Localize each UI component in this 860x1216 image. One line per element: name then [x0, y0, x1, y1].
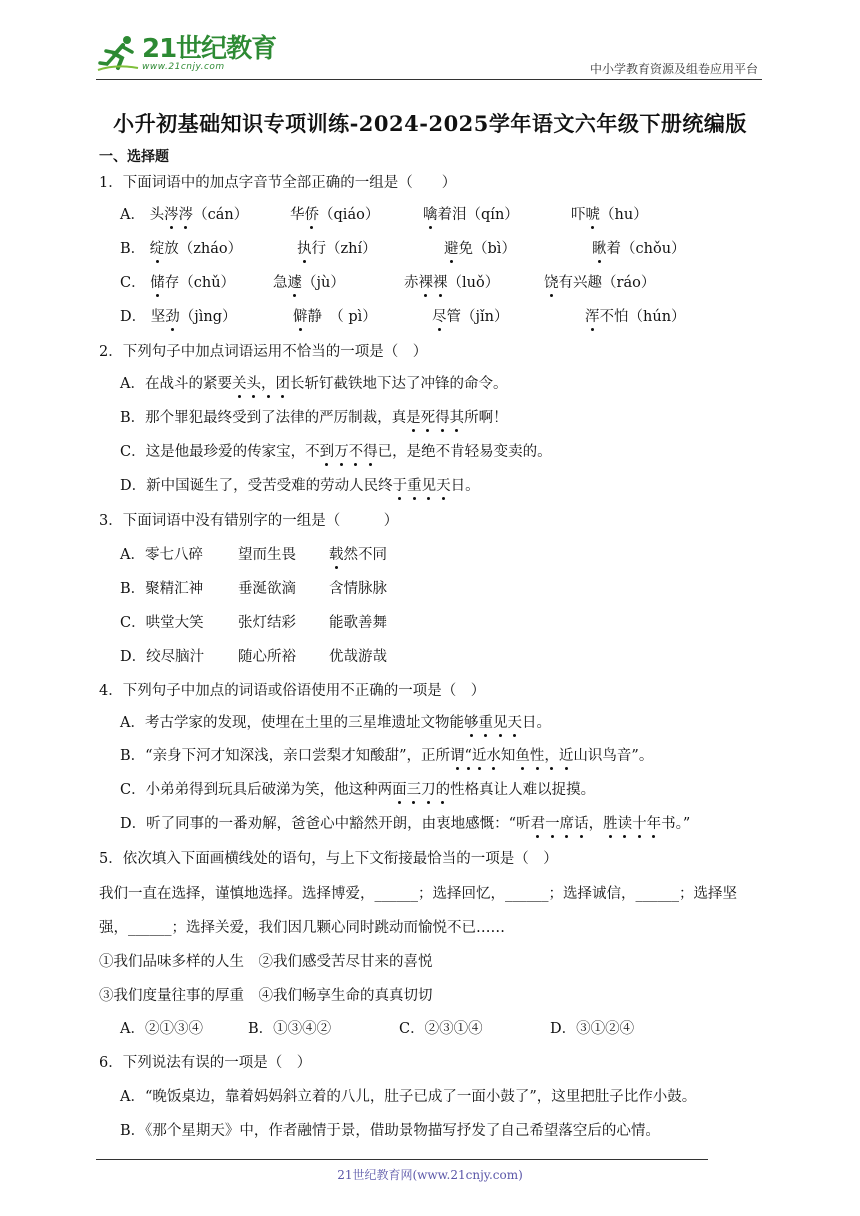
emphasis-char: 见: [492, 715, 508, 731]
emphasis-char: 近: [471, 748, 487, 764]
question-3-option-d[interactable]: [120, 647, 204, 667]
emphasis-char: 唬: [585, 207, 600, 223]
footer-divider: [96, 1159, 708, 1160]
emphasis-char: 面: [392, 782, 407, 798]
question-3-option-c-word-3: 能歌善舞: [329, 615, 387, 631]
question-1-option-b-word-3: 避免（bì）: [444, 241, 516, 257]
question-4-option-b[interactable]: B．“亲身下河才知深浅，亲口尝梨才知酸甜”，正所谓“近水知鱼性，近山识鸟音”。: [120, 748, 654, 764]
emphasis-char: 胜: [603, 816, 618, 832]
question-1-option-d-word-4: 浑不怕（hún）: [585, 309, 686, 325]
emphasis-char: 储: [150, 275, 165, 291]
question-6-option-b[interactable]: B．《那个星期天》中，作者融情于景，借助景物描写抒发了自己希望落空后的心情。: [120, 1123, 660, 1139]
question-1-option-d[interactable]: [120, 307, 237, 327]
emphasis-char: 席: [559, 816, 575, 832]
question-5-option-c[interactable]: C．②③①④: [399, 1021, 483, 1037]
emphasis-char: 话: [574, 816, 589, 832]
footer-text: 21世纪教育网(www.21cnjy.com): [337, 1168, 523, 1182]
question-3-stem: 3．下面词语中没有错别字的一组是（ ）: [99, 513, 399, 529]
emphasis-char: 十: [632, 816, 647, 832]
platform-name: 中小学教育资源及组卷应用平台: [589, 62, 758, 76]
logo-title: 21世纪教育: [142, 34, 277, 64]
emphasis-char: 年: [646, 816, 662, 832]
question-5-stem: 5．依次填入下面画横线处的语句，与上下文衔接最恰当的一项是（ ）: [99, 851, 558, 867]
question-1-option-c[interactable]: [120, 273, 235, 293]
question-6-option-a[interactable]: A．“晚饭桌边，靠着妈妈斜立着的八儿，肚子已成了一面小鼓了”，这里把肚子比作小鼓。: [120, 1089, 697, 1105]
emphasis-char: 绽: [149, 241, 165, 257]
emphasis-char: 性: [529, 748, 545, 764]
emphasis-char: 裸: [418, 275, 433, 291]
question-1-option-a-word-3: 噙着泪（qín）: [423, 207, 519, 223]
option-word-1: 绞尽脑汁: [146, 649, 205, 665]
option-label: D．: [120, 649, 147, 665]
option-word-1: 头涔涔（cán）: [149, 207, 249, 223]
site-logo[interactable]: [96, 34, 276, 74]
question-4-option-a[interactable]: A．考古学家的发现，使埋在土里的三星堆遗址文物能够重见天日。: [120, 715, 551, 731]
emphasis-char: 关: [231, 376, 247, 392]
question-1-option-b[interactable]: [120, 239, 242, 259]
emphasis-char: 团: [275, 376, 290, 392]
option-label: C．: [120, 275, 146, 291]
emphasis-char: “: [464, 748, 472, 764]
emphasis-char: 的: [435, 782, 451, 798]
emphasis-char: 涔: [178, 207, 194, 223]
emphasis-char: 天: [507, 715, 522, 731]
emphasis-char: 到: [319, 444, 335, 460]
option-word-1: 坚劲（jìng）: [150, 309, 237, 325]
emphasis-char: 瞅: [592, 241, 607, 257]
option-word-1: 聚精汇神: [145, 581, 204, 597]
section-heading: 一、选择题: [99, 149, 169, 165]
emphasis-char: 饶: [544, 275, 559, 291]
emphasis-char: 水: [486, 748, 501, 764]
question-3-option-c-word-2: 张灯结彩: [238, 615, 296, 631]
question-5-passage-line-1: 我们一直在选择，谨慎地选择。选择博爱，______；选择回忆，______；选择诚信，______；选择坚: [99, 886, 737, 902]
emphasis-char: 浑: [585, 309, 600, 325]
runner-logo-icon: [96, 34, 140, 74]
option-label: B．: [120, 581, 146, 597]
question-4-option-d[interactable]: D．听了同事的一番劝解，爸爸心中豁然开朗，由衷地感慨：“听君一席话，胜读十年书。”: [120, 816, 691, 832]
question-3-option-a[interactable]: [120, 545, 203, 565]
emphasis-char: 得: [363, 444, 378, 460]
emphasis-char: 僻: [293, 309, 308, 325]
emphasis-char: 够: [463, 715, 479, 731]
option-label: B．: [120, 241, 146, 257]
option-word-1: 储存（chǔ）: [150, 275, 236, 291]
emphasis-char: 载: [329, 547, 344, 563]
question-3-option-d-word-2: 随心所裕: [238, 649, 296, 665]
question-2-option-c[interactable]: C．这是他最珍爱的传家宝，不到万不得已，是绝不肯轻易变卖的。: [120, 444, 552, 460]
emphasis-char: ，: [260, 376, 276, 392]
question-1-option-c-word-2: 急遽（jù）: [273, 275, 345, 291]
emphasis-char: 谓: [450, 748, 465, 764]
option-label: D．: [120, 309, 147, 325]
question-2-stem: 2．下列句子中加点词语运用不恰当的一项是（ ）: [99, 344, 428, 360]
emphasis-char: 重: [407, 478, 422, 494]
question-5-option-d[interactable]: D．③①②④: [550, 1021, 635, 1037]
question-1-option-b-word-2: 执行（zhí）: [297, 241, 377, 257]
emphasis-char: 一: [545, 816, 560, 832]
question-1-option-d-word-3: 尽管（jǐn）: [432, 309, 509, 325]
emphasis-char: 遽: [287, 275, 302, 291]
question-1-option-c-word-3: 赤裸裸（luǒ）: [404, 275, 500, 291]
emphasis-char: 死: [420, 410, 436, 426]
emphasis-char: 尽: [432, 309, 447, 325]
emphasis-char: 是: [406, 410, 421, 426]
option-word-1: 零七八碎: [144, 547, 203, 563]
question-5-items-line-1: ①我们品味多样的人生 ②我们感受苦尽甘来的喜悦: [99, 954, 433, 970]
emphasis-char: 噙: [423, 207, 438, 223]
question-3-option-b-word-3: 含情脉脉: [329, 581, 387, 597]
question-4-option-c[interactable]: C．小弟弟得到玩具后破涕为笑，他这种两面三刀的性格真让人难以捉摸。: [120, 782, 596, 798]
header-divider: [96, 79, 762, 80]
option-label: A．: [120, 207, 145, 223]
emphasis-char: 三: [406, 782, 422, 798]
question-3-option-b-word-2: 垂涎欲滴: [238, 581, 296, 597]
emphasis-char: 见: [421, 478, 437, 494]
emphasis-char: 执: [297, 241, 312, 257]
logo-url: www.21cnjy.com: [142, 62, 225, 72]
page-header: [96, 30, 762, 80]
emphasis-char: 万: [334, 444, 349, 460]
question-2-option-b[interactable]: B．那个罪犯最终受到了法律的严厉制裁，真是死得其所啊！: [120, 410, 508, 426]
emphasis-char: 其: [449, 410, 465, 426]
option-label: C．: [120, 615, 146, 631]
emphasis-char: 侨: [304, 207, 319, 223]
question-1-option-a[interactable]: [120, 205, 248, 225]
question-5-option-b[interactable]: B．①③④②: [248, 1021, 332, 1037]
emphasis-char: 天: [436, 478, 451, 494]
emphasis-char: 刀: [421, 782, 436, 798]
emphasis-char: 君: [530, 816, 546, 832]
emphasis-char: 于: [392, 478, 408, 494]
question-1-option-d-word-2: 僻静 （ pì）: [293, 309, 377, 325]
question-3-option-a-word-2: 望而生畏: [238, 547, 296, 563]
emphasis-char: 涔: [164, 207, 179, 223]
question-5-items-line-2: ③我们度量往事的厚重 ④我们畅享生命的真真切切: [99, 988, 433, 1004]
document-title: 小升初基础知识专项训练-2024-2025学年语文六年级下册统编版: [113, 111, 747, 136]
emphasis-char: 重: [478, 715, 493, 731]
emphasis-char: ，: [544, 748, 559, 764]
question-1-option-b-word-4: 瞅着（chǒu）: [592, 241, 686, 257]
emphasis-char: 劲: [165, 309, 180, 325]
question-2-option-a[interactable]: A．在战斗的紧要关头，团长斩钉截铁地下达了冲锋的命令。: [120, 376, 508, 392]
emphasis-char: 裸: [433, 275, 448, 291]
emphasis-char: 鱼: [515, 748, 530, 764]
question-3-option-c[interactable]: [120, 613, 204, 633]
question-1-option-a-word-4: 吓唬（hu）: [571, 207, 648, 223]
emphasis-char: 不: [348, 444, 364, 460]
option-label: A．: [120, 547, 145, 563]
emphasis-char: 近: [558, 748, 574, 764]
emphasis-char: 头: [246, 376, 261, 392]
question-3-option-d-word-3: 优哉游哉: [329, 649, 387, 665]
question-1-option-c-word-4: 饶有兴趣（ráo）: [544, 275, 656, 291]
option-word-1: 哄堂大笑: [145, 615, 204, 631]
question-6-stem: 6．下列说法有误的一项是（ ）: [99, 1055, 312, 1071]
question-5-passage-line-2: 强，______；选择关爱，我们因几颗心同时跳动而愉悦不已……: [99, 920, 505, 936]
option-word-1: 绽放（zháo）: [149, 241, 243, 257]
emphasis-char: 得: [435, 410, 450, 426]
question-1-stem: 1．下面词语中的加点字音节全部正确的一组是（ ）: [99, 175, 457, 191]
emphasis-char: 避: [444, 241, 459, 257]
question-1-option-a-word-2: 华侨（qiáo）: [290, 207, 380, 223]
question-3-option-b[interactable]: [120, 579, 203, 599]
question-4-stem: 4．下列句子中加点的词语或俗语使用不正确的一项是（ ）: [99, 683, 486, 699]
question-3-option-a-word-3: 载然不同: [329, 547, 387, 563]
emphasis-char: 读: [617, 816, 633, 832]
question-5-option-a[interactable]: A．②①③④: [120, 1021, 203, 1037]
question-2-option-d[interactable]: D．新中国诞生了，受苦受难的劳动人民终于重见天日。: [120, 478, 480, 494]
